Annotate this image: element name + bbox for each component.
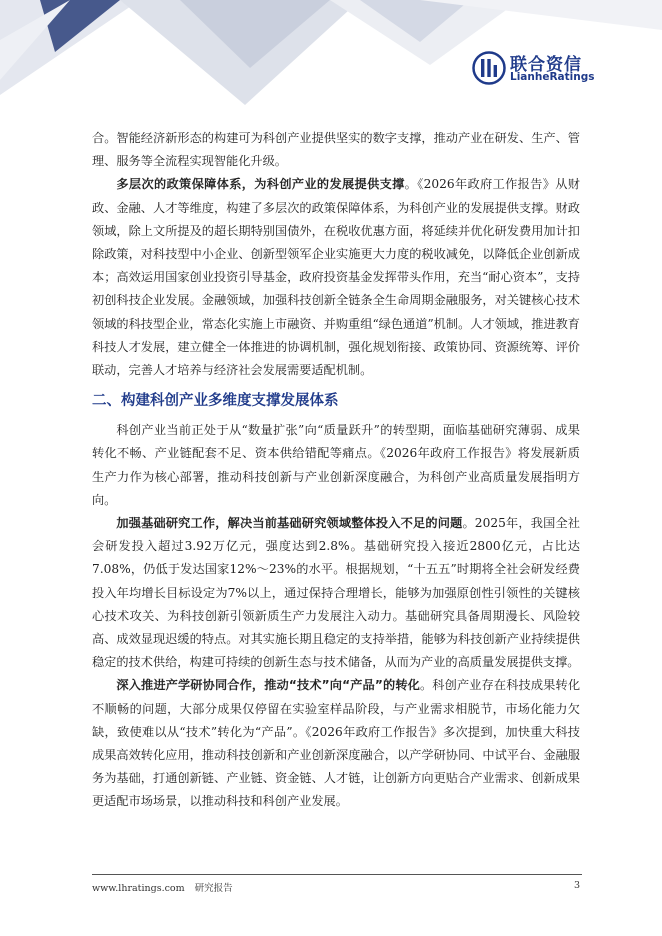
paragraph-lead-collaboration: 深入推进产学研协同合作，推动“技术”向“产品”的转化: [116, 678, 420, 693]
footer-website-link[interactable]: www.lhratings.com: [92, 883, 185, 894]
footer-divider: [92, 874, 582, 875]
paragraph-collaboration: [92, 674, 580, 813]
paragraph-policy-support: [92, 173, 580, 382]
page-number: 3: [574, 880, 581, 891]
paragraph-text-research: 。2025年，我国全社会研发投入超过3.92万亿元，强度达到2.8%。基础研究投入接近2800亿元，占比达7.08%，仍低于发达国家12%～23%的水平。根据规划，“十五五”时期将全社会研发经费投入年均增长目标设定为7%以上，通过保持合理增长，能够为加强原创性引领性的关键核心技术攻关、为科技创新引领新质生产力发展注入动力。基础研究具备周期漫长、风险较高、成效显现迟缓的特点。对其实施长期且稳定的支持举措，能够为科技创新产业持续提供稳定的技术供给，构建可持续的创新生态与技术储备，从而为产业的高质量发展提供支撑。: [92, 516, 580, 670]
section-heading: 二、构建科创产业多维度支撑发展体系: [92, 393, 339, 410]
paragraph-lead-research: 加强基础研究工作，解决当前基础研究领域整体投入不足的问题: [116, 516, 463, 531]
report-body: [92, 127, 580, 814]
paragraph-text-collaboration: 。科创产业存在科技成果转化不顺畅的问题，大部分成果仅停留在实验室样品阶段，与产业需求相脱节，市场化能力欠缺，致使难以从“技术”转化为“产品”。《2026年政府工作报告》多次提到，加快重大科技成果高效转化应用，推动科技创新和产业创新深度融合，以产学研协同、中试平台、金融服务为基础，打通创新链、产业链、资金链、人才链，让创新方向更贴合产业需求、创新成果更适配市场场景，以推动科技和科创产业发展。: [92, 678, 581, 809]
paragraph-text-policy: 。《2026年政府工作报告》从财政、金融、人才等维度，构建了多层次的政策保障体系，为科创产业的发展提供支撑。财政领域，除上文所提及的超长期特别国债外，在税收优惠方面，将延续并优化研发费用加计扣除政策，对科技型中小企业、创新型领军企业实施更大力度的税收减免，以降低企业创新成本；高效运用国家创业投资引导基金，政府投资基金发挥带头作用，充当“耐心资本”，支持初创科技企业发展。金融领域，加强科技创新全链条全生命周期金融服务，对关键核心技术领域的科技型企业，常态化实施上市融资、并购重组“绿色通道”机制。人才领域，推进教育科技人才发展，建立健全一体推进的协调机制，强化规划衔接、政策协同、资源统筹、评价联动，完善人才培养与经济社会发展需要适配机制。: [92, 177, 580, 378]
paragraph-continued: 合。智能经济新形态的构建可为科创产业提供坚实的数字支撑，推动产业在研发、生产、管理、服务等全流程实现智能化升级。: [92, 131, 580, 169]
paragraph-lead-policy: 多层次的政策保障体系，为科创产业的发展提供支撑: [116, 177, 405, 192]
footer-info: [92, 880, 233, 894]
paragraph-transition: 科创产业当前正处于从“数量扩张”向“质量跃升”的转型期，面临基础研究薄弱、成果转化不畅、产业链配套不足、资本供给错配等痛点。《2026年政府工作报告》将发展新质生产力作为核心部署，推动科技创新与产业创新深度融合，为科创产业高质量发展指明方向。: [92, 423, 580, 507]
logo-mark-icon: [472, 51, 506, 85]
footer-doc-type: 研究报告: [194, 883, 233, 894]
logo-chinese-name: 联合资信: [510, 55, 582, 75]
logo-english-name: LianheRatings: [510, 71, 595, 83]
paragraph-basic-research: [92, 512, 580, 674]
company-logo: [472, 50, 602, 86]
